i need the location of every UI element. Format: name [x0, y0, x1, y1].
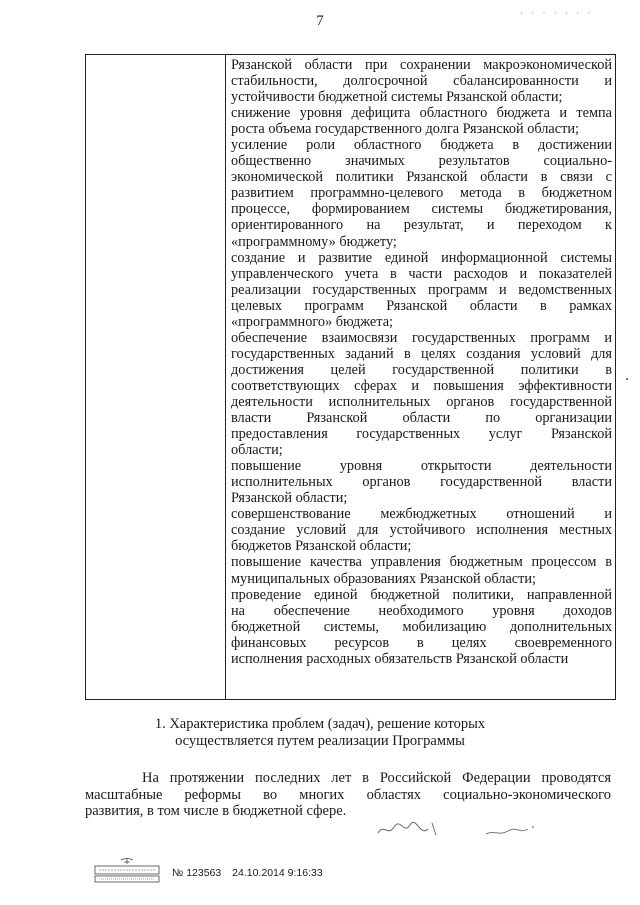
- goal-line: соответствующих сферах и повышения эффективности: [231, 377, 612, 394]
- document-registration-footer: [172, 867, 323, 879]
- goal-line: предоставления государственных услуг Рязанской: [231, 426, 612, 443]
- goal-line: исполнительных органов государственной власти: [231, 474, 612, 491]
- goal-line: ориентированного на результат, и переходом к: [231, 217, 612, 234]
- goal-line: проведение единой бюджетной политики, направленной: [231, 586, 612, 603]
- goal-line: финансовых ресурсов в целях своевременного: [231, 634, 612, 651]
- goal-line: роста объема государственного долга Рязанской области;: [231, 121, 579, 138]
- goal-line: власти Рязанской области по организации: [231, 410, 612, 427]
- body-paragraph: [85, 770, 611, 820]
- handwritten-initials-mark: [484, 820, 544, 842]
- goal-line: развитием программно-целевого метода в бюджетном: [231, 185, 612, 202]
- page-number: 7: [316, 13, 324, 29]
- goal-line: деятельности исполнительных органов государственной: [231, 393, 612, 410]
- goal-line: процессе, формированием системы бюджетирования,: [231, 201, 612, 218]
- goal-line: создание условий для устойчивого исполнения местных: [231, 522, 612, 539]
- document-datetime: 24.10.2014 9:16:33: [232, 867, 323, 879]
- paragraph-line: развития, в том числе в бюджетной сфере.: [85, 803, 347, 819]
- goal-line: повышение уровня открытости деятельности: [231, 458, 612, 475]
- goal-line: Рязанской области;: [231, 490, 348, 507]
- goal-line: реализации государственных программ и ведомственных: [231, 281, 612, 298]
- goal-line: усиление роли областного бюджета в достижении: [231, 137, 612, 154]
- goal-line: управленческого учета в части расходов и показателей: [231, 265, 612, 282]
- document-number: 123563: [186, 867, 222, 879]
- goal-line: устойчивости бюджетной системы Рязанской области;: [231, 89, 563, 106]
- handwritten-signature-mark: [376, 815, 446, 843]
- goal-line: «программному» бюджету;: [231, 233, 397, 250]
- goal-line: области;: [231, 442, 283, 459]
- goal-line: создание и развитие единой информационной системы: [231, 249, 612, 266]
- goal-line: государственных заданий в целях создания условий для: [231, 345, 612, 362]
- goal-line: общественно значимых результатов социально-: [231, 153, 612, 170]
- goal-line: муниципальных образованиях Рязанской области;: [231, 570, 537, 587]
- section-heading-line: осуществляется путем реализации Программы: [175, 733, 465, 749]
- margin-speck: [626, 378, 628, 380]
- goal-line: совершенствование межбюджетных отношений и: [231, 506, 612, 523]
- goals-cell: [231, 57, 612, 667]
- goal-line: исполнения расходных обязательств Рязанской области: [231, 650, 569, 667]
- goal-line: «программного» бюджета;: [231, 313, 394, 330]
- goal-line: на обеспечение необходимого уровня доходов: [231, 602, 612, 619]
- goal-line: бюджетов Рязанской области;: [231, 538, 412, 555]
- goal-line: целевых программ Рязанской области в рамках: [231, 297, 612, 314]
- section-heading-line: 1. Характеристика проблем (задач), решение которых: [154, 716, 486, 732]
- goal-line: повышение качества управления бюджетным процессом в: [231, 554, 612, 571]
- goal-line: снижение уровня дефицита областного бюджета и темпа: [231, 105, 612, 122]
- goal-line: достижения целей государственной политики в: [231, 361, 612, 378]
- goal-line: бюджетной системы, мобилизацию дополнительных: [231, 618, 612, 635]
- goal-line: обеспечение взаимосвязи государственных программ и: [231, 329, 612, 346]
- goal-line: Рязанской области при сохранении макроэкономической: [231, 57, 612, 73]
- goal-line: экономической политики Рязанской области в связи с: [231, 169, 612, 186]
- section-heading: [0, 716, 640, 750]
- goal-line: стабильности, долгосрочной сбалансированности и: [231, 73, 612, 90]
- paragraph-line: На протяжении последних лет в Российской Федерации проводятся: [142, 770, 611, 786]
- number-sign: №: [172, 867, 184, 879]
- paragraph-line: масштабные реформы во многих областях социально-экономического: [85, 786, 611, 803]
- table-column-divider: [225, 55, 226, 699]
- goals-table: [85, 54, 616, 700]
- scan-marks: · · · · · · ·: [520, 8, 594, 18]
- document-stamp-icon: [91, 856, 163, 884]
